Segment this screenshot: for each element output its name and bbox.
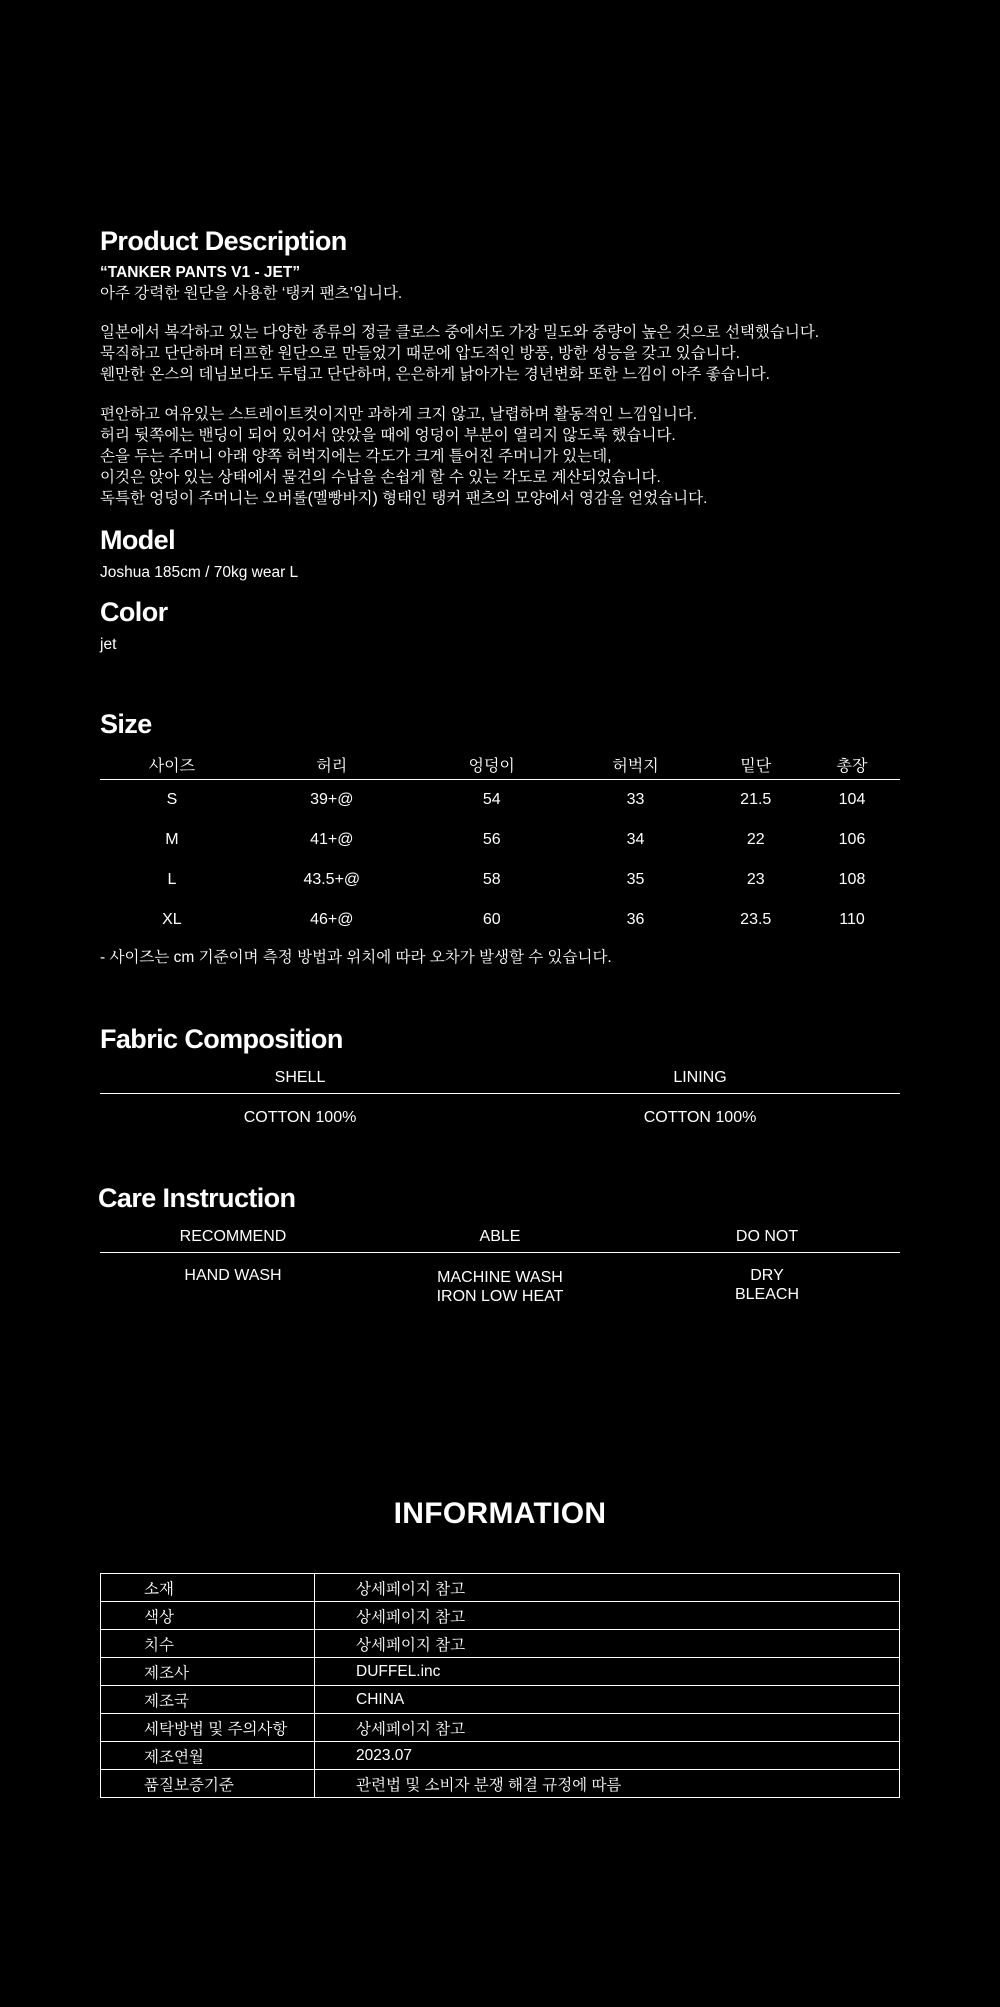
info-value: CHINA	[315, 1686, 900, 1714]
size-cell: 41+@	[310, 831, 354, 848]
info-value: 관련법 및 소비자 분쟁 해결 규정에 따름	[315, 1770, 900, 1798]
info-label: 제조연월	[101, 1742, 315, 1770]
fabric-col-header: LINING	[500, 1063, 900, 1094]
care-do-not-cell	[634, 1253, 900, 1307]
care-table	[100, 1222, 900, 1306]
size-cell: 110	[839, 911, 865, 928]
table-row	[101, 1658, 900, 1686]
table-row	[100, 780, 900, 821]
size-note: - 사이즈는 cm 기준이며 측정 방법과 위치에 따라 오차가 발생할 수 있습니다.	[100, 949, 612, 966]
size-cell: 106	[838, 831, 866, 848]
model-text: Joshua 185cm / 70kg wear L	[100, 564, 299, 581]
size-cell: S	[166, 791, 178, 808]
color-heading: Color	[100, 597, 168, 627]
size-cell: 39+@	[310, 791, 354, 808]
info-label: 품질보증기준	[101, 1770, 315, 1798]
table-row	[100, 820, 900, 860]
size-col-header: 허리	[244, 749, 420, 780]
table-row	[101, 1714, 900, 1742]
care-item: BLEACH	[734, 1286, 800, 1303]
info-value: 2023.07	[315, 1742, 900, 1770]
care-col-header: RECOMMEND	[100, 1222, 366, 1253]
care-header-row	[100, 1222, 900, 1253]
fabric-header-row	[100, 1063, 900, 1094]
size-cell: 56	[482, 831, 501, 848]
size-cell: 23	[746, 871, 765, 888]
size-cell: 33	[626, 791, 645, 808]
product-paragraph-2	[100, 404, 707, 509]
paragraph-line: 편안하고 여유있는 스트레이트컷이지만 과하게 크지 않고, 날렵하며 활동적인 느낌입니다.	[100, 406, 698, 423]
size-cell: 108	[838, 871, 866, 888]
size-cell: 46+@	[310, 911, 354, 928]
product-description-heading: Product Description	[100, 226, 347, 256]
size-col-header: 허벅지	[564, 749, 708, 780]
size-cell: M	[165, 831, 179, 848]
table-row	[101, 1574, 900, 1602]
size-cell: 58	[482, 871, 501, 888]
product-name: “TANKER PANTS V1 - JET”	[100, 264, 301, 281]
size-col-header: 엉덩이	[420, 749, 564, 780]
table-row	[100, 860, 900, 900]
size-cell: 23.5	[740, 911, 772, 928]
size-cell: L	[167, 871, 177, 888]
size-cell: 54	[482, 791, 501, 808]
fabric-cell: COTTON 100%	[643, 1109, 757, 1126]
care-item: DRY	[750, 1267, 784, 1284]
information-table	[100, 1573, 900, 1798]
fabric-heading: Fabric Composition	[100, 1024, 343, 1054]
size-cell: 35	[626, 871, 645, 888]
size-cell: 60	[482, 911, 501, 928]
care-col-header: ABLE	[366, 1222, 634, 1253]
size-col-header: 사이즈	[100, 749, 244, 780]
product-description-text	[100, 262, 402, 304]
info-label: 소재	[101, 1574, 315, 1602]
size-table	[100, 749, 900, 940]
color-text: jet	[100, 636, 117, 653]
info-value: 상세페이지 참고	[315, 1574, 900, 1602]
fabric-cell: COTTON 100%	[243, 1109, 357, 1126]
care-heading: Care Instruction	[98, 1183, 296, 1213]
table-row	[101, 1602, 900, 1630]
paragraph-line: 묵직하고 단단하며 터프한 원단으로 만들었기 때문에 압도적인 방풍, 방한 성능을 갖고 있습니다.	[100, 345, 740, 362]
table-row	[101, 1770, 900, 1798]
table-row	[101, 1686, 900, 1714]
care-recommend-cell	[100, 1253, 366, 1307]
paragraph-line: 웬만한 온스의 데님보다도 두텁고 단단하며, 은은하게 낡아가는 경년변화 또한 느낌이 아주 좋습니다.	[100, 366, 770, 383]
info-label: 제조국	[101, 1686, 315, 1714]
model-heading: Model	[100, 525, 175, 555]
fabric-table	[100, 1063, 900, 1142]
info-label: 세탁방법 및 주의사항	[101, 1714, 315, 1742]
product-paragraph-1	[100, 322, 819, 385]
info-value: DUFFEL.inc	[315, 1658, 900, 1686]
paragraph-line: 이것은 앉아 있는 상태에서 물건의 수납을 손쉽게 할 수 있는 각도로 계산되었습니다.	[100, 469, 661, 486]
care-col-header: DO NOT	[634, 1222, 900, 1253]
table-row	[100, 900, 900, 940]
care-item: MACHINE WASH	[437, 1269, 563, 1286]
info-label: 치수	[101, 1630, 315, 1658]
care-able-cell	[366, 1253, 634, 1307]
info-value: 상세페이지 참고	[315, 1714, 900, 1742]
size-heading: Size	[100, 709, 152, 739]
paragraph-line: 손을 두는 주머니 아래 양쪽 허벅지에는 각도가 크게 틀어진 주머니가 있는데,	[100, 448, 612, 465]
size-cell: 36	[626, 911, 645, 928]
paragraph-line: 허리 뒷쪽에는 밴딩이 되어 있어서 앉았을 때에 엉덩이 부분이 열리지 않도록 했습니다.	[100, 427, 676, 444]
size-cell: XL	[162, 911, 182, 928]
size-cell: 22	[746, 831, 765, 848]
size-cell: 21.5	[740, 791, 772, 808]
fabric-col-header: SHELL	[100, 1063, 500, 1094]
size-header-row	[100, 749, 900, 780]
size-col-header: 총장	[804, 749, 900, 780]
information-heading: INFORMATION	[393, 1497, 607, 1530]
info-label: 제조사	[101, 1658, 315, 1686]
table-row	[100, 1094, 900, 1143]
paragraph-line: 일본에서 복각하고 있는 다양한 종류의 정글 클로스 중에서도 가장 밀도와 중량이 높은 것으로 선택했습니다.	[100, 324, 820, 341]
info-value: 상세페이지 참고	[315, 1630, 900, 1658]
care-item: HAND WASH	[184, 1267, 282, 1284]
size-cell: 104	[838, 791, 866, 808]
care-item: IRON LOW HEAT	[436, 1288, 564, 1305]
size-col-header: 밑단	[707, 749, 804, 780]
paragraph-line: 독특한 엉덩이 주머니는 오버롤(멜빵바지) 형태인 탱커 팬츠의 모양에서 영감을 얻었습니다.	[100, 490, 708, 507]
size-cell: 34	[626, 831, 645, 848]
info-label: 색상	[101, 1602, 315, 1630]
table-row	[101, 1742, 900, 1770]
size-cell: 43.5+@	[303, 871, 361, 888]
table-row	[101, 1630, 900, 1658]
table-row	[100, 1253, 900, 1307]
product-intro: 아주 강력한 원단을 사용한 ‘탱커 팬츠’입니다.	[100, 285, 403, 302]
info-value: 상세페이지 참고	[315, 1602, 900, 1630]
